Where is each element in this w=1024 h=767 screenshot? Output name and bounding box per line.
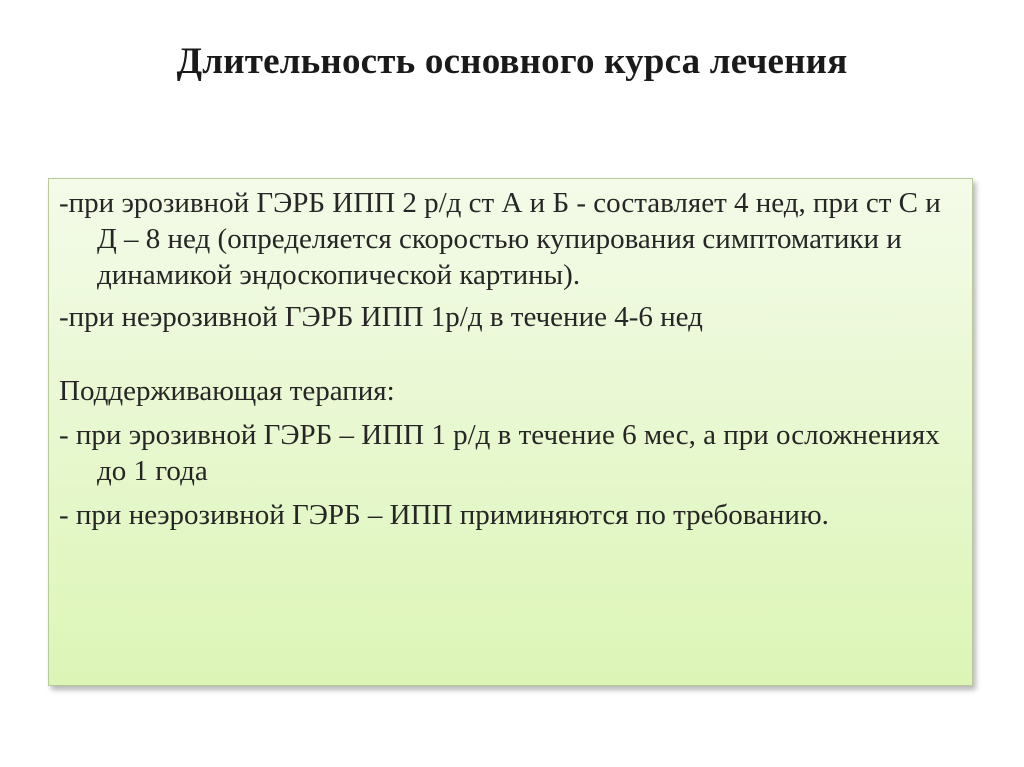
paragraph-maintenance-heading: Поддерживающая терапия: xyxy=(59,375,395,407)
paragraph-erosive-duration: -при эрозивной ГЭРБ ИПП 2 р/д ст А и Б - составляет 4 нед, при ст С и Д – 8 нед (определяется скоростью купирования симптоматики и динамикой эндоскопической картины). xyxy=(59,187,941,291)
paragraph-maintenance-erosive: - при эрозивной ГЭРБ – ИПП 1 р/д в течение 6 мес, а при осложнениях до 1 года xyxy=(59,419,940,487)
slide-title: Длительность основного курса лечения xyxy=(176,41,848,82)
paragraph-nonerosive-duration: -при неэрозивной ГЭРБ ИПП 1р/д в течение 4-6 нед xyxy=(59,301,703,333)
content-box xyxy=(48,178,973,686)
paragraph-maintenance-nonerosive: - при неэрозивной ГЭРБ – ИПП приминяются по требованию. xyxy=(59,499,829,531)
